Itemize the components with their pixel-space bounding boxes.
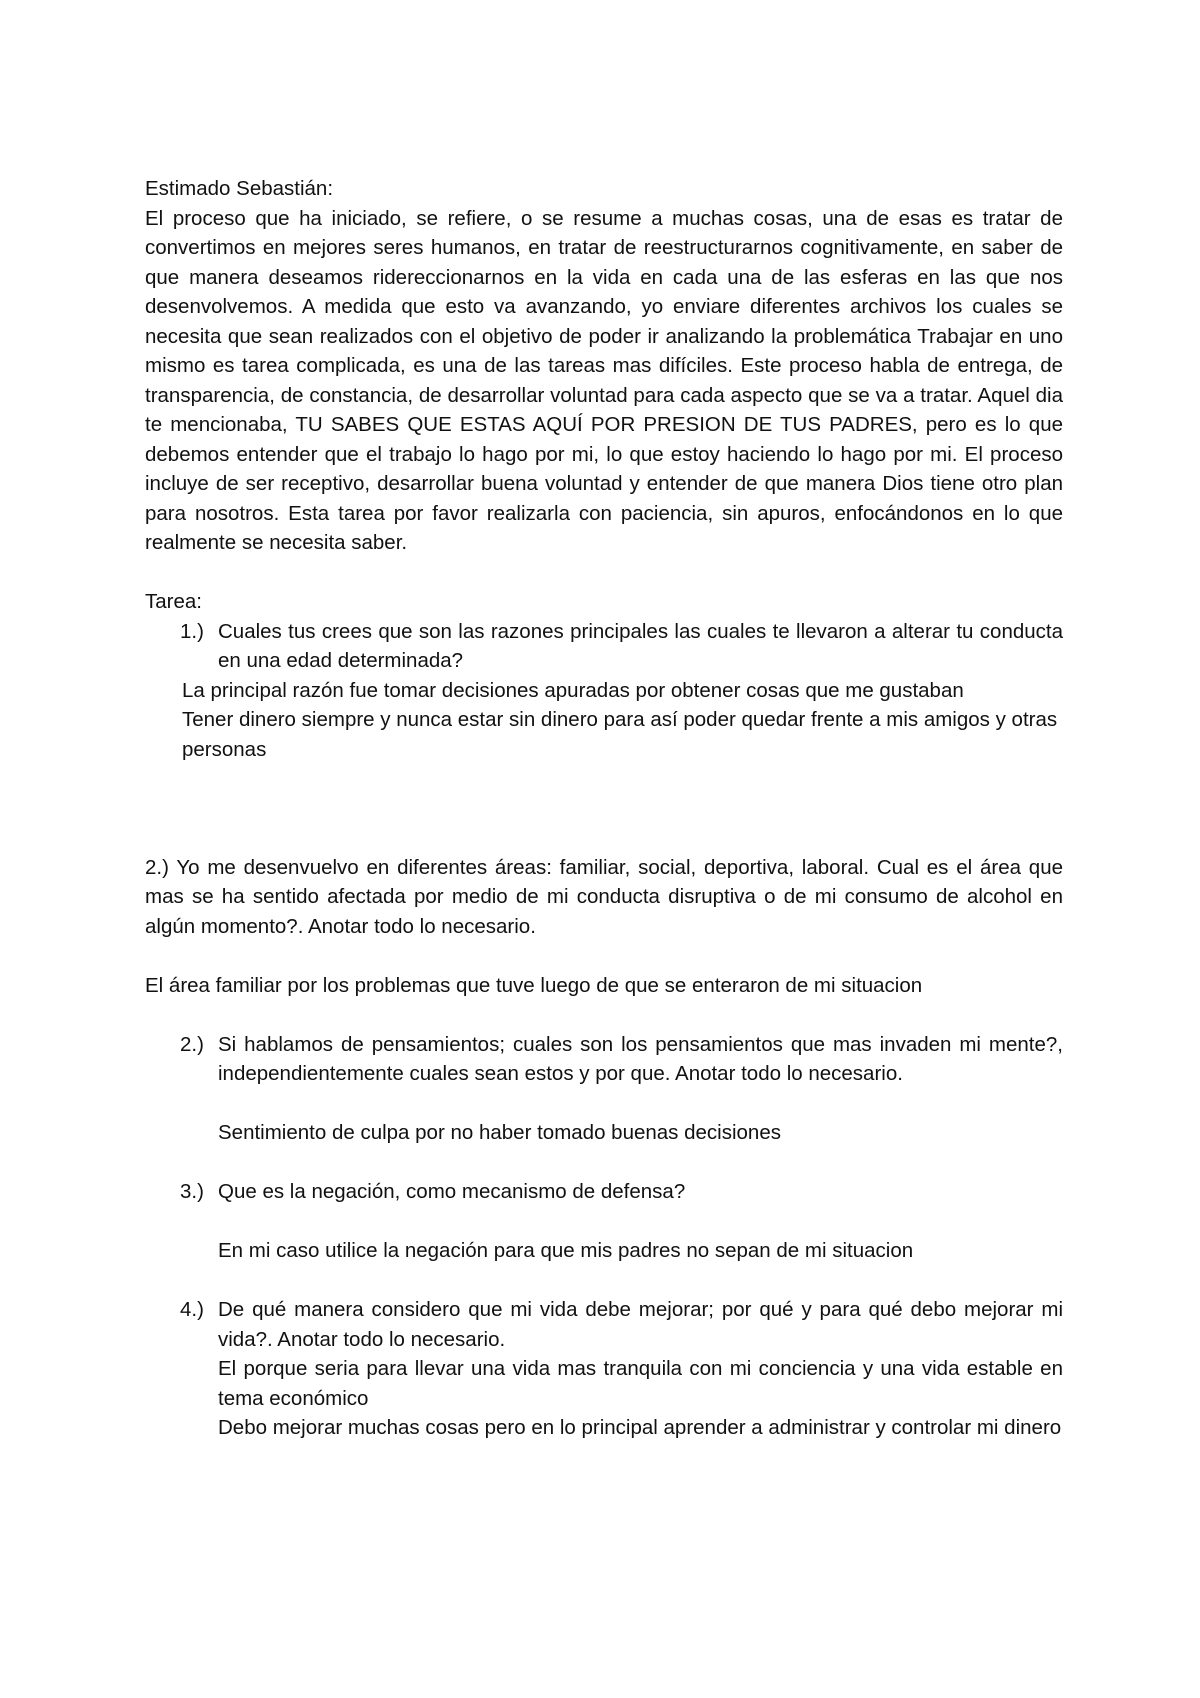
task-heading: Tarea:	[145, 590, 202, 613]
question-4-number: 4.)	[180, 1298, 204, 1321]
question-2b-number: 2.)	[180, 1032, 204, 1056]
question-3-text: Que es la negación, como mecanismo de defensa?	[218, 1180, 686, 1203]
greeting: Estimado Sebastián:	[145, 177, 334, 200]
answer-4-line-2: Debo mejorar muchas cosas pero en lo principal aprender a administrar y controlar mi dinero	[218, 1416, 1062, 1439]
question-4-text: De qué manera considero que mi vida debe mejorar; por qué y para qué debo mejorar mi vida?. Anotar todo lo necesario.	[218, 1298, 1063, 1351]
question-3	[145, 1177, 1063, 1207]
spacer	[145, 558, 1063, 588]
answer-4-line-1: El porque seria para llevar una vida mas tranquila con mi conciencia y una vida estable en tema económico	[218, 1357, 1063, 1410]
question-2b-text: Si hablamos de pensamientos; cuales son los pensamientos que mas invaden mi mente?, independientemente cuales sean estos y por que. Anotar todo lo necesario.	[218, 1032, 1063, 1085]
spacer	[145, 1000, 1063, 1030]
document-content	[145, 174, 1063, 1443]
question-1	[145, 617, 1063, 676]
letter-body: El proceso que ha iniciado, se refiere, o se resume a muchas cosas, una de esas es tratar de convertimos en mejores seres humanos, en tratar de reestructurarnos cognitivamente, en saber de que manera deseamos ridereccionarnos en la vida en cada una de las esferas en las que nos desenvolvemos. A medida que esto va avanzando, yo enviare diferentes archivos los cuales se necesita que sean realizados con el objetivo de poder ir analizando la problemática Trabajar en uno mismo es tarea complicada, es una de las tareas mas difíciles. Este proceso habla de entrega, de transparencia, de constancia, de desarrollar voluntad para cada aspecto que se va a tratar. Aquel dia te mencionaba, TU SABES QUE ESTAS AQUÍ POR PRESION DE TUS PADRES, pero es lo que debemos entender que el trabajo lo hago por mi, lo que estoy haciendo lo hago por mi. El proceso incluye de ser receptivo, desarrollar buena voluntad y entender de que manera Dios tiene otro plan para nosotros. Esta tarea por favor realizarla con paciencia, sin apuros, enfocándonos en lo que realmente se necesita saber.	[145, 206, 1063, 554]
spacer	[145, 941, 1063, 971]
question-4	[145, 1295, 1063, 1354]
answer-1-line-1: La principal razón fue tomar decisiones apuradas por obtener cosas que me gustaban	[182, 678, 964, 702]
spacer	[145, 1266, 1063, 1296]
spacer	[145, 764, 1063, 853]
question-2a: 2.) Yo me desenvuelvo en diferentes áreas: familiar, social, deportiva, laboral. Cual es el área que mas se ha sentido afectada por medio de mi conducta disruptiva o de mi consumo de alcohol en algún momento?. Anotar todo lo necesario.	[145, 855, 1063, 938]
question-2b	[145, 1030, 1063, 1089]
answer-2a: El área familiar por los problemas que tuve luego de que se enteraron de mi situacion	[145, 973, 923, 997]
question-1-text: Cuales tus crees que son las razones principales las cuales te llevaron a alterar tu conducta en una edad determinada?	[218, 619, 1063, 672]
spacer	[145, 1089, 1063, 1119]
question-1-number: 1.)	[180, 619, 204, 643]
answer-2b: Sentimiento de culpa por no haber tomado buenas decisiones	[218, 1121, 781, 1144]
answer-3: En mi caso utilice la negación para que mis padres no sepan de mi situacion	[218, 1239, 914, 1262]
question-3-number: 3.)	[180, 1180, 204, 1203]
spacer	[145, 1207, 1063, 1237]
spacer	[145, 1148, 1063, 1178]
answer-1-line-2: Tener dinero siempre y nunca estar sin dinero para así poder quedar frente a mis amigos y otras personas	[182, 708, 1058, 761]
